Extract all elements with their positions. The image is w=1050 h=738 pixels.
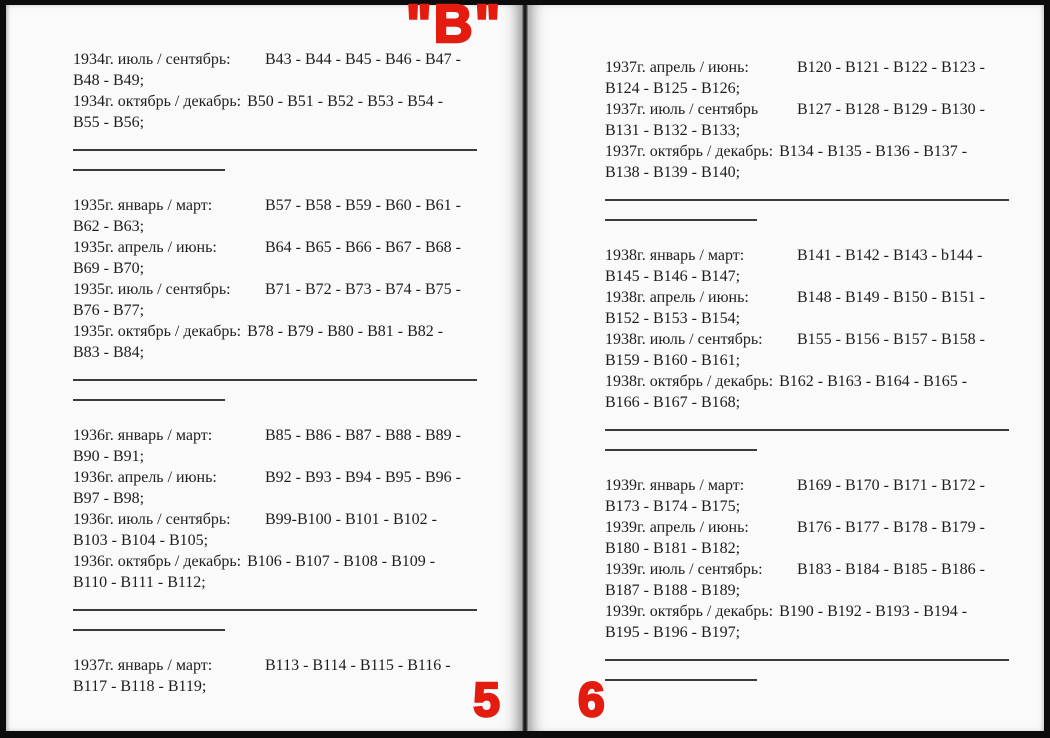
block-separator bbox=[605, 199, 1022, 221]
entry-serials-line2: B180 - B181 - B182; bbox=[605, 540, 741, 557]
separator-long-line bbox=[605, 199, 1009, 201]
catalog-entry bbox=[605, 475, 1022, 517]
catalog-entry bbox=[605, 371, 1022, 413]
entry-serials-line1: B176 - B177 - B178 - B179 - bbox=[797, 519, 985, 536]
entry-first-line bbox=[73, 321, 495, 342]
catalog-entry bbox=[605, 141, 1022, 183]
entry-serials-line2: B48 - B49; bbox=[73, 72, 145, 89]
separator-long-line bbox=[73, 609, 477, 611]
entry-serials-line1: B127 - B128 - B129 - B130 - bbox=[797, 101, 985, 118]
entry-serials-line1: B141 - B142 - B143 - b144 - bbox=[797, 247, 983, 264]
entry-serials-line2: B117 - B118 - B119; bbox=[73, 678, 207, 695]
catalog-entry bbox=[73, 91, 495, 133]
entry-first-line bbox=[73, 279, 495, 300]
entry-serials-line2: B145 - B146 - B147; bbox=[605, 268, 741, 285]
entry-first-line bbox=[605, 245, 1022, 266]
entry-period-label: 1939г. апрель / июнь: bbox=[605, 519, 749, 536]
entry-serials-line1: B190 - B192 - B193 - B194 - bbox=[779, 603, 968, 620]
entry-serials-line1: B120 - B121 - B122 - B123 - bbox=[797, 59, 985, 76]
entry-serials-line1: B183 - B184 - B185 - B186 - bbox=[797, 561, 985, 578]
catalog-entry bbox=[605, 99, 1022, 141]
entry-period-label: 1938г. июль / сентябрь: bbox=[605, 331, 763, 348]
entry-first-line bbox=[605, 559, 1022, 580]
page-left-content bbox=[6, 5, 521, 697]
entry-period-label: 1938г. октябрь / декабрь: bbox=[605, 373, 774, 390]
entry-period-label: 1935г. апрель / июнь: bbox=[73, 239, 217, 256]
entry-first-line bbox=[73, 655, 495, 676]
page-right-content bbox=[529, 5, 1044, 681]
entry-serials-line1: B43 - B44 - B45 - B46 - B47 - bbox=[265, 51, 461, 68]
entry-serials-line1: B155 - B156 - B157 - B158 - bbox=[797, 331, 985, 348]
year-block bbox=[73, 655, 495, 697]
separator-long-line bbox=[605, 429, 1009, 431]
catalog-entry bbox=[73, 655, 495, 697]
entry-serials-line1: B92 - B93 - B94 - B95 - B96 - bbox=[265, 469, 461, 486]
entry-first-line bbox=[73, 91, 495, 112]
catalog-entry bbox=[73, 467, 495, 509]
entry-first-line bbox=[73, 509, 495, 530]
block-separator bbox=[73, 609, 495, 631]
entry-serials-line2: B62 - B63; bbox=[73, 218, 145, 235]
separator-long-line bbox=[605, 659, 1009, 661]
entry-serials-line1: B106 - B107 - B108 - B109 - bbox=[247, 553, 436, 570]
entry-period-label: 1937г. апрель / июнь: bbox=[605, 59, 749, 76]
entry-serials-line2: B76 - B77; bbox=[73, 302, 145, 319]
block-separator bbox=[605, 659, 1022, 681]
catalog-entry bbox=[605, 517, 1022, 559]
entry-serials-line2: B187 - B188 - B189; bbox=[605, 582, 741, 599]
entry-serials-line2: B138 - B139 - B140; bbox=[605, 164, 741, 181]
separator-short-line bbox=[73, 629, 225, 631]
entry-first-line bbox=[73, 425, 495, 446]
catalog-entry bbox=[605, 57, 1022, 99]
entry-first-line bbox=[605, 99, 1022, 120]
block-separator bbox=[73, 149, 495, 171]
entry-serials-line2: B55 - B56; bbox=[73, 114, 145, 131]
entry-first-line bbox=[73, 237, 495, 258]
entry-serials-line1: B71 - B72 - B73 - B74 - B75 - bbox=[265, 281, 461, 298]
entry-period-label: 1937г. январь / март: bbox=[73, 657, 213, 674]
entry-serials-line2: B90 - B91; bbox=[73, 448, 145, 465]
year-block bbox=[73, 49, 495, 133]
catalog-entry bbox=[73, 321, 495, 363]
separator-short-line bbox=[605, 449, 757, 451]
entry-period-label: 1938г. январь / март: bbox=[605, 247, 745, 264]
year-block bbox=[605, 57, 1022, 183]
entry-period-label: 1936г. октябрь / декабрь: bbox=[73, 553, 242, 570]
entry-period-label: 1938г. апрель / июнь: bbox=[605, 289, 749, 306]
entry-serials-line1: B64 - B65 - B66 - B67 - B68 - bbox=[265, 239, 461, 256]
entry-serials-line2: B69 - B70; bbox=[73, 260, 145, 277]
catalog-entry bbox=[605, 601, 1022, 643]
entry-serials-line1: B78 - B79 - B80 - B81 - B82 - bbox=[247, 323, 444, 340]
entry-period-label: 1937г. июль / сентябрь bbox=[605, 101, 759, 118]
entry-first-line bbox=[73, 467, 495, 488]
year-block bbox=[73, 195, 495, 363]
catalog-entry bbox=[605, 329, 1022, 371]
entry-period-label: 1936г. июль / сентябрь: bbox=[73, 511, 231, 528]
entry-period-label: 1935г. октябрь / декабрь: bbox=[73, 323, 242, 340]
entry-serials-line2: B103 - B104 - B105; bbox=[73, 532, 209, 549]
separator-short-line bbox=[73, 169, 225, 171]
catalog-entry bbox=[73, 237, 495, 279]
entry-first-line bbox=[605, 601, 1022, 622]
entry-period-label: 1934г. октябрь / декабрь: bbox=[73, 93, 242, 110]
entry-serials-line1: B169 - B170 - B171 - B172 - bbox=[797, 477, 985, 494]
book-spine bbox=[521, 5, 529, 731]
year-block bbox=[605, 475, 1022, 643]
entry-serials-line2: B131 - B132 - B133; bbox=[605, 122, 741, 139]
entry-period-label: 1936г. январь / март: bbox=[73, 427, 213, 444]
page-right bbox=[529, 5, 1044, 731]
entry-serials-line2: B97 - B98; bbox=[73, 490, 145, 507]
entry-first-line bbox=[605, 57, 1022, 78]
entry-period-label: 1936г. апрель / июнь: bbox=[73, 469, 217, 486]
page-number-right: 6 bbox=[578, 674, 605, 727]
entry-serials-line1: B162 - B163 - B164 - B165 - bbox=[779, 373, 968, 390]
entry-period-label: 1934г. июль / сентябрь: bbox=[73, 51, 231, 68]
entry-serials-line1: B148 - B149 - B150 - B151 - bbox=[797, 289, 985, 306]
entry-serials-line1: B113 - B114 - B115 - B116 - bbox=[265, 657, 451, 674]
block-separator bbox=[605, 429, 1022, 451]
entry-serials-line2: B83 - B84; bbox=[73, 344, 145, 361]
separator-long-line bbox=[73, 379, 477, 381]
catalog-entry bbox=[605, 245, 1022, 287]
entry-serials-line1: B99-B100 - B101 - B102 - bbox=[265, 511, 437, 528]
separator-short-line bbox=[605, 679, 757, 681]
entry-serials-line2: B166 - B167 - B168; bbox=[605, 394, 741, 411]
entry-period-label: 1939г. январь / март: bbox=[605, 477, 745, 494]
page-number-left: 5 bbox=[473, 674, 500, 727]
separator-long-line bbox=[73, 149, 477, 151]
entry-period-label: 1935г. январь / март: bbox=[73, 197, 213, 214]
entry-first-line bbox=[605, 475, 1022, 496]
entry-first-line bbox=[605, 287, 1022, 308]
catalog-entry bbox=[73, 551, 495, 593]
entry-period-label: 1937г. октябрь / декабрь: bbox=[605, 143, 774, 160]
catalog-entry bbox=[73, 49, 495, 91]
entry-serials-line2: B159 - B160 - B161; bbox=[605, 352, 741, 369]
catalog-entry bbox=[73, 509, 495, 551]
entry-serials-line2: B195 - B196 - B197; bbox=[605, 624, 741, 641]
year-block bbox=[605, 245, 1022, 413]
block-separator bbox=[73, 379, 495, 401]
entry-first-line bbox=[73, 551, 495, 572]
entry-serials-line2: B124 - B125 - B126; bbox=[605, 80, 741, 97]
page-left bbox=[6, 5, 521, 731]
entry-serials-line2: B110 - B111 - B112; bbox=[73, 574, 206, 591]
separator-short-line bbox=[605, 219, 757, 221]
entry-first-line bbox=[605, 329, 1022, 350]
section-letter-heading: "B" bbox=[406, 0, 503, 54]
entry-period-label: 1939г. июль / сентябрь: bbox=[605, 561, 763, 578]
entry-first-line bbox=[73, 195, 495, 216]
entry-serials-line2: B152 - B153 - B154; bbox=[605, 310, 741, 327]
entry-serials-line1: B50 - B51 - B52 - B53 - B54 - bbox=[247, 93, 444, 110]
entry-serials-line1: B57 - B58 - B59 - B60 - B61 - bbox=[265, 197, 461, 214]
entry-first-line bbox=[605, 371, 1022, 392]
entry-serials-line2: B173 - B174 - B175; bbox=[605, 498, 741, 515]
catalog-entry bbox=[73, 425, 495, 467]
entry-serials-line1: B134 - B135 - B136 - B137 - bbox=[779, 143, 968, 160]
catalog-entry bbox=[73, 279, 495, 321]
catalog-entry bbox=[605, 559, 1022, 601]
separator-short-line bbox=[73, 399, 225, 401]
year-block bbox=[73, 425, 495, 593]
entry-period-label: 1935г. июль / сентябрь: bbox=[73, 281, 231, 298]
entry-first-line bbox=[605, 517, 1022, 538]
entry-serials-line1: B85 - B86 - B87 - B88 - B89 - bbox=[265, 427, 461, 444]
entry-period-label: 1939г. октябрь / декабрь: bbox=[605, 603, 774, 620]
catalog-entry bbox=[605, 287, 1022, 329]
catalog-entry bbox=[73, 195, 495, 237]
entry-first-line bbox=[605, 141, 1022, 162]
